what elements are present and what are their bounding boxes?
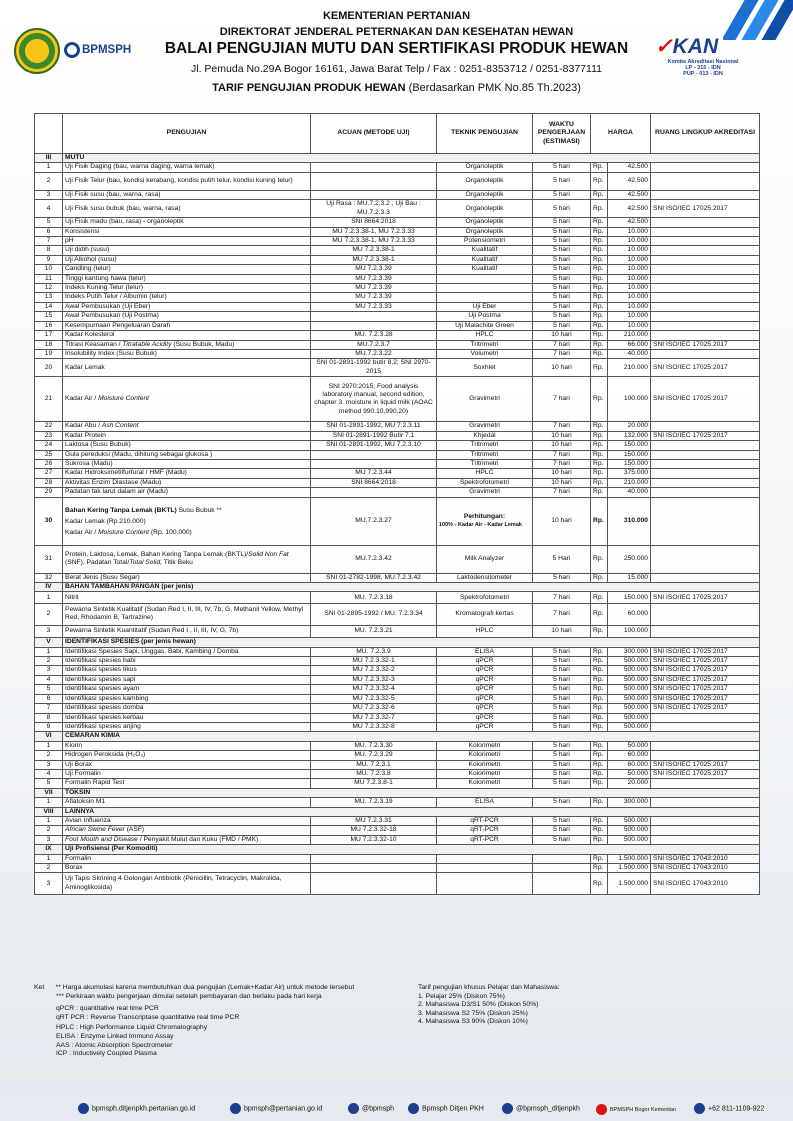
table-row: 12 Indeks Kuning Telur (telur) MU 7.2.3.39 5 hari Rp. 10.000 bbox=[35, 284, 760, 293]
table-row: 3 Foot Mouth and Disease / Penyakit Mulut dan Kuku (FMD / PMK) MU 7.2.3.32-10 qRT-PCR 5 hari Rp. 500.000 bbox=[35, 835, 760, 844]
table-row: 9 Identifikasi spesies anjing MU 7.2.3.32-8 qPCR 5 hari Rp. 500.000 bbox=[35, 722, 760, 731]
footer-email[interactable]: bpmsph@pertanian.go.id bbox=[230, 1103, 322, 1114]
ministry-name: KEMENTERIAN PERTANIAN bbox=[322, 10, 471, 22]
table-row: 2 Pewarna Sintetik Kualitatif (Sudan Red I, II, III, IV, 7b, G, Methanil Yellow, Methyl Red, Rhodamin B, Tartrazine) SNI 01-2895-1992 / MU. 7.2.3.34 Kromatografi kertas 7 hari Rp. 60.000 bbox=[35, 604, 760, 626]
col-pengujian: PENGUJIAN bbox=[63, 114, 311, 154]
table-row: 14 Awal Pembusukan (Uji Eber) MU 7.2.3.33 Uji Eber 5 hari Rp. 10.000 bbox=[35, 302, 760, 311]
table-row: 4 Uji Formalin MU. 7.2.3.8 Kolorimetri 5 hari Rp. 50.000 SNI ISO/IEC 17025:2017 bbox=[35, 769, 760, 778]
table-row: 24 Laktosa (Susu Bubuk) SNI 01-2891-1992, MU 7.2.3.10 Tritrimetri 10 hari Rp. 150.000 bbox=[35, 441, 760, 450]
footer-twitter[interactable]: @bpmsph bbox=[348, 1103, 394, 1114]
document-page: BPMSPH KEMENTERIAN PERTANIAN DIREKTORAT JENDERAL PETERNAKAN DAN KESEHATAN HEWAN BALAI PENGUJIAN MUTU DAN SERTIFIKASI PRODUK HEWAN Jl. Pemuda No.29A Bogor 16161, Jawa Barat Telp / Fax : 0251-8353712 / 0251-8377111 TARIF PENGUJIAN PRODUK HEWAN (Berdasarkan PMK No.85 Th.2023) ✓KAN Komite Akreditasi Nasional LP - 315 - IDN PUP - 013 - IDN PENGUJIAN ACUAN (METODE UJI) TEKNIK PENGUJIAN WAKTU PENGERJAAN (ESTIMASI) HARGA RUANG LINGKUP AKREDITASI III MUTU 1 Uji Fisik Daging (bau, warna daging, warna lemak) Organoleptik 5 hari Rp. 42.500 2 Uji Fisik Telur (bau, kondisi kerabang, kondisi putih telur, kondisi kuning telur) Organoleptik 5 hari Rp. 42.500 3 Uji Fisik susu (bau, warna, rasa) Organoleptik 5 hari Rp. 42.500 4 Uji Fisik susu bubuk (bau, warna, rasa) Uji Rasa : MU.7.2.3.2 ; Uji Bau : MU.7.2.3.3 Organoleptik 5 hari Rp. 42.500 SNI ISO/IEC 17025:2017 5 Uji Fisik madu (bau, rasa) - organoleptik SNI 8664:2018 Organoleptik 5 hari Rp. 42.500 6 Konsistensi MU 7.2.3.38-1, MU 7.2.3.33 Organoleptik 5 hari Rp. 10.000 7 pH MU 7.2.3.38-1, MU 7.2.3.33 Potensiometri 5 hari Rp. 10.000 8 Uji didih (susu) MU 7.2.3.38-1 Kualitatif 5 hari Rp. 10.000 9 Uji Alkohol (susu) MU 7.2.3.38-1 Kualitatif 5 hari Rp. 10.000 10 Candling (telur) MU 7.2.3.39 Kualitatif 5 hari Rp. 10.000 11 Tinggi kantung hawa (telur) MU 7.2.3.39 5 hari Rp. 10.000 12 Indeks Kuning Telur (telur) MU 7.2.3.39 5 hari Rp. 10.000 13 Indeks Putih Telur / Albumin (telur) MU 7.2.3.39 5 hari Rp. 10.000 14 Awal Pembusukan (Uji Eber) MU 7.2.3.33 Uji Eber 5 hari Rp. 10.000 15 Awal Pembusukan (Uji Postma) Uji Postma 5 hari Rp. 10.000 16 Kesempurnaan Pengeluaran Darah Uji Malachite Green 5 hari Rp. 10.000 17 Kadar Kolesterol MU. 7.2.3.28 HPLC 10 hari Rp. 210.000 18 Titrasi Keasaman / Titratable Acidity (Susu Bubuk, Madu) MU.7.2.3.7 Tritrimetri 7 hari Rp. 66.000 SNI ISO/IEC 17025:2017 19 Insolubility Index (Susu Bubuk) MU.7.2.3.22 Volumetri 7 hari Rp. 40.000 20 Kadar Lemak SNI 01-2891-1992 butir 8.2; SNI 2970-2015 Soxhlet 10 hari Rp. 210.000 SNI ISO/IEC 17025:2017 21 Kadar Air / Moisture Content SNI 2970:2015; Food analysis laboratory manual, second edition, chapter 3. moisture in liquid milk (AOAC method 990.10,990.20) Gravimetri 7 hari Rp. 100.000 SNI ISO/IEC 17025:2017 22 Kadar Abu / Ash Content SNI 01-2891-1992, MU 7.2.3.11 Gravimetri 7 hari Rp. 20.000 23 Kadar Protein SNI 01-2891-1992 Butir 7.1 Khjedal 10 hari Rp. 132.000 SNI ISO/IEC 17025:2017 24 Laktosa (Susu Bubuk) SNI 01-2891-1992, MU 7.2.3.10 Tritrimetri 10 hari Rp. 150.000 25 Gula pereduksi (Madu, dihitung sebagai glukosa ) Tritrimetri 7 hari Rp. 150.000 26 Sukrosa (Madu) Tritrimetri 7 hari Rp. 150.000 27 Kadar Hidroksimetilfurfural / HMF (Madu) MU 7.2.3.44 HPLC 10 hari Rp. 375.000 28 Aktivitas Enzim Diastase (Madu) SNI 8664:2018 Spektrofotometri 10 hari Rp. 210.000 29 Padatan tak larut dalam air (Madu) Gravimetri 7 hari Rp. 40.000 30 Bahan Kering Tanpa Lemak (BKTL) Susu Bubuk ** Kadar Lemak (Rp.210.000) Kadar Air / Moisture Content (Rp. 100.000) MU.7.2.3.27 Perhitungan: 100% - Kadar Air - Kadar Lemak 10 hari Rp. 310.000 31 Protein, Laktosa, Lemak, Bahan Kering Tanpa Lemak (BKTL)/Solid Non Fat (SNF), Padatan Total/Total Solid, Titik Beku MU.7.2.3.42 Milk Analyzer 5 Hari Rp. 250.000 32 Berat Jenis (Susu Segar) SNI 01-2782-1998, MU.7.2.3.42 Laktodensitometer 5 hari Rp. 15.000 IV BAHAN TAMBAHAN PANGAN (per jenis) 1 Nitrit MU. 7.2.3.18 Spektrofotometri 7 hari Rp. 150.000 SNI ISO/IEC 17025:2017 2 Pewarna Sintetik Kualitatif (Sudan Red I, II, III, IV, 7b, G, Methanil Yellow, Methyl Red, Rhodamin B, Tartrazine) SNI 01-2895-1992 / MU. 7.2.3.34 Kromatografi kertas 7 hari Rp. 60.000 3 Pewarna Sintetik Kuantitatif (Sudan Red I , II, III, IV, G, 7b) MU. 7.2.3.21 HPLC 10 hari Rp. 100.000 V IDENTIFIKASI SPESIES (per jenis hewan) 1 Identifikasi Spesies Sapi, Unggas, Babi, Kambing / Domba MU. 7.2.3.9 ELISA 5 hari Rp. 300.000 SNI ISO/IEC 17025:2017 2 Identifikasi spesies babi MU 7.2.3.32-1 qPCR 5 hari Rp. 500.000 SNI ISO/IEC 17025:2017 3 Identifikasi spesies tikus MU 7.2.3.32-2 qPCR 5 hari Rp. 500.000 SNI ISO/IEC 17025:2017 4 Identifikasi spesies sapi MU 7.2.3.32-3 qPCR 5 hari Rp. 500.000 SNI ISO/IEC 17025:2017 5 Identifikasi spesies ayam MU 7.2.3.32-4 qPCR 5 hari Rp. 500.000 SNI ISO/IEC 17025:2017 6 Identifikasi spesies kambing MU 7.2.3.32-5 qPCR 5 hari Rp. 500.000 SNI ISO/IEC 17025:2017 7 Identifikasi spesies domba MU 7.2.3.32-6 qPCR 5 hari Rp. 500.000 SNI ISO/IEC 17025:2017 8 Identifikasi spesies kerbau MU 7.2.3.32-7 qPCR 5 hari Rp. 500.000 9 Identifikasi spesies anjing MU 7.2.3.32-8 qPCR 5 hari Rp. 500.000 VI CEMARAN KIMIA 1 Klorin MU. 7.2.3.30 Kolorimetri 5 hari Rp. 50.000 2 Hidrogen Peroksida (H₂O₂) MU. 7.2.3.29 Kolorimetri 5 hari Rp. 60.000 3 Uji Borax MU. 7.2.3.1 Kolorimetri 5 hari Rp. 60.000 SNI ISO/IEC 17025:2017 4 Uji Formalin MU. 7.2.3.8 Kolorimetri 5 hari Rp. 50.000 SNI ISO/IEC 17025:2017 5 Formalin Rapid Test MU 7.2.3.8-1 Kolorimetri 5 hari Rp. 20.000 VII TOKSIN 1 Aflatoksin M1 MU. 7.2.3.19 ELISA 5 hari Rp. 300.000 VIII LAINNYA 1 Avian Influenza MU 7.2.3.31 qRT-PCR 5 hari Rp. 500.000 2 African Swine Fever (ASF) MU 7.2.3.32-18 qRT-PCR 5 hari Rp. 500.000 3 Foot Mouth and Disease / Penyakit Mulut dan Kuku (FMD / PMK) MU 7.2.3.32-10 qRT-PCR 5 hari Rp. 500.000 IX Uji Profisiensi (Per Komoditi) 1 Formalin Rp. 1.500.000 SNI ISO/IEC 17043:2010 2 Borax Rp. 1.500.000 SNI ISO/IEC 17043:2010 3 Uji Tapis Skrining 4 Golongan Antibiotik (Penicillin, Tetracyclin, Makrolida, Aminoglikosida) Rp. 1.500.000 SNI ISO/IEC 17043:2010 Ket ** Harga akumulasi karena membutuhkan dua pengujian (Lemak+Kadar Air) untuk metode tersebut *** Perkiraan waktu pengerjaan dimulai setelah pembayaran dan berlaku pada hari kerja qPCR : quantitative real time PCR qRT PCR : Reverse Transcriptase quantitative real time PCR HPLC : High Performance Liquid Chromatography ELISA : Enzyme Linked Immuno Assay AAS : Atomic Absorption Spectrometer ICP : Inductively Coupled Plasma Tarif pengujian khusus Pelajar dan Mahasiswa: 1. Pelajar 25% (Diskon 75%) 2. Mahasiswa D3/S1 50% (Diskon 50%) 3. Mahasiswa S2 75% (Diskon 25%) 4. Mahasiswa S3 90% (Diskon 10%) bpmsph.ditjenpkh.pertanian.go.id bpmsph@pertanian.go.id @bpmsph Bpmsph Ditjen PKH @bpmsph_ditjenpkh BPMSPH Bogor Kementan +62 811-1109-922 bbox=[0, 0, 793, 1121]
section-row: III MUTU bbox=[35, 154, 760, 163]
section-row: VI CEMARAN KIMIA bbox=[35, 732, 760, 741]
youtube-icon bbox=[596, 1104, 607, 1115]
table-row: 26 Sukrosa (Madu) Tritrimetri 7 hari Rp. 150.000 bbox=[35, 459, 760, 468]
table-row: 6 Konsistensi MU 7.2.3.38-1, MU 7.2.3.33 Organoleptik 5 hari Rp. 10.000 bbox=[35, 227, 760, 236]
table-row: 1 Identifikasi Spesies Sapi, Unggas, Babi, Kambing / Domba MU. 7.2.3.9 ELISA 5 hari Rp. 300.000 SNI ISO/IEC 17025:2017 bbox=[35, 647, 760, 656]
table-row: 1 Formalin Rp. 1.500.000 SNI ISO/IEC 17043:2010 bbox=[35, 854, 760, 863]
table-row: 5 Identifikasi spesies ayam MU 7.2.3.32-4 qPCR 5 hari Rp. 500.000 SNI ISO/IEC 17025:2017 bbox=[35, 685, 760, 694]
table-row: 3 Pewarna Sintetik Kuantitatif (Sudan Red I , II, III, IV, G, 7b) MU. 7.2.3.21 HPLC 10 hari Rp. 100.000 bbox=[35, 625, 760, 638]
table-row: 3 Identifikasi spesies tikus MU 7.2.3.32-2 qPCR 5 hari Rp. 500.000 SNI ISO/IEC 17025:2017 bbox=[35, 666, 760, 675]
kan-logo: ✓KAN Komite Akreditasi Nasional LP - 315 - IDN PUP - 013 - IDN bbox=[655, 35, 739, 77]
table-row: 5 Formalin Rapid Test MU 7.2.3.8-1 Kolorimetri 5 hari Rp. 20.000 bbox=[35, 779, 760, 788]
table-row: 31 Protein, Laktosa, Lemak, Bahan Kering Tanpa Lemak (BKTL)/Solid Non Fat (SNF), Padatan Total/Total Solid, Titik Beku MU.7.2.3.42 Milk Analyzer 5 Hari Rp. 250.000 bbox=[35, 545, 760, 573]
table-row: 1 Nitrit MU. 7.2.3.18 Spektrofotometri 7 hari Rp. 150.000 SNI ISO/IEC 17025:2017 bbox=[35, 592, 760, 604]
table-row: 30 Bahan Kering Tanpa Lemak (BKTL) Susu Bubuk ** Kadar Lemak (Rp.210.000) Kadar Air / Moisture Content (Rp. 100.000) MU.7.2.3.27 Perhitungan: 100% - Kadar Air - Kadar Lemak 10 hari Rp. 310.000 bbox=[35, 497, 760, 545]
instagram-icon bbox=[502, 1103, 513, 1114]
section-row: VII TOKSIN bbox=[35, 788, 760, 797]
table-header bbox=[35, 114, 760, 154]
table-row: 8 Uji didih (susu) MU 7.2.3.38-1 Kualitatif 5 hari Rp. 10.000 bbox=[35, 246, 760, 255]
bpmsph-logo: BPMSPH bbox=[64, 42, 131, 58]
table-row: 16 Kesempurnaan Pengeluaran Darah Uji Malachite Green 5 hari Rp. 10.000 bbox=[35, 321, 760, 330]
footer-youtube[interactable]: BPMSPH Bogor Kementan bbox=[596, 1104, 676, 1115]
table-row: 27 Kadar Hidroksimetilfurfural / HMF (Madu) MU 7.2.3.44 HPLC 10 hari Rp. 375.000 bbox=[35, 469, 760, 478]
col-harga: HARGA bbox=[591, 114, 651, 154]
facebook-icon bbox=[408, 1103, 419, 1114]
table-row: 22 Kadar Abu / Ash Content SNI 01-2891-1992, MU 7.2.3.11 Gravimetri 7 hari Rp. 20.000 bbox=[35, 422, 760, 431]
table-row: 4 Uji Fisik susu bubuk (bau, warna, rasa) Uji Rasa : MU.7.2.3.2 ; Uji Bau : MU.7.2.3.3 Organoleptik 5 hari Rp. 42.500 SNI ISO/IEC 17025:2017 bbox=[35, 200, 760, 218]
col-acuan: ACUAN (METODE UJI) bbox=[311, 114, 437, 154]
footer-instagram[interactable]: @bpmsph_ditjenpkh bbox=[502, 1103, 580, 1114]
letterhead bbox=[0, 6, 793, 106]
footer-website[interactable]: bpmsph.ditjenpkh.pertanian.go.id bbox=[78, 1103, 195, 1114]
col-waktu: WAKTU PENGERJAAN (ESTIMASI) bbox=[533, 114, 591, 154]
table-row: 2 Hidrogen Peroksida (H₂O₂) MU. 7.2.3.29 Kolorimetri 5 hari Rp. 60.000 bbox=[35, 751, 760, 760]
tariff-table bbox=[34, 113, 760, 895]
globe-icon bbox=[78, 1103, 89, 1114]
table-row: 1 Uji Fisik Daging (bau, warna daging, warna lemak) Organoleptik 5 hari Rp. 42.500 bbox=[35, 163, 760, 172]
footer-phone[interactable]: +62 811-1109-922 bbox=[694, 1103, 764, 1114]
section-row: IV BAHAN TAMBAHAN PANGAN (per jenis) bbox=[35, 582, 760, 591]
twitter-icon bbox=[348, 1103, 359, 1114]
table-row: 5 Uji Fisik madu (bau, rasa) - organoleptik SNI 8664:2018 Organoleptik 5 hari Rp. 42.500 bbox=[35, 218, 760, 227]
footer-facebook[interactable]: Bpmsph Ditjen PKH bbox=[408, 1103, 484, 1114]
document-title: TARIF PENGUJIAN PRODUK HEWAN (Berdasarkan PMK No.85 Th.2023) bbox=[212, 82, 581, 94]
table-row: 1 Avian Influenza MU 7.2.3.31 qRT-PCR 5 hari Rp. 500.000 bbox=[35, 816, 760, 825]
table-row: 2 Borax Rp. 1.500.000 SNI ISO/IEC 17043:2010 bbox=[35, 864, 760, 873]
table-row: 4 Identifikasi spesies sapi MU 7.2.3.32-3 qPCR 5 hari Rp. 500.000 SNI ISO/IEC 17025:2017 bbox=[35, 675, 760, 684]
col-teknik: TEKNIK PENGUJIAN bbox=[437, 114, 533, 154]
kan-check-icon: ✓ bbox=[655, 35, 673, 58]
table-row: 19 Insolubility Index (Susu Bubuk) MU.7.2.3.22 Volumetri 7 hari Rp. 40.000 bbox=[35, 349, 760, 358]
table-row: 21 Kadar Air / Moisture Content SNI 2970:2015; Food analysis laboratory manual, second edition, chapter 3. moisture in liquid milk (AOAC method 990.10,990.20) Gravimetri 7 hari Rp. 100.000 SNI ISO/IEC 17025:2017 bbox=[35, 377, 760, 422]
footer bbox=[0, 1094, 793, 1121]
table-row: 7 pH MU 7.2.3.38-1, MU 7.2.3.33 Potensiometri 5 hari Rp. 10.000 bbox=[35, 237, 760, 246]
table-row: 11 Tinggi kantung hawa (telur) MU 7.2.3.39 5 hari Rp. 10.000 bbox=[35, 274, 760, 283]
address: Jl. Pemuda No.29A Bogor 16161, Jawa Barat Telp / Fax : 0251-8353712 / 0251-8377111 bbox=[191, 63, 602, 75]
table-row: 6 Identifikasi spesies kambing MU 7.2.3.32-5 qPCR 5 hari Rp. 500.000 SNI ISO/IEC 17025:2017 bbox=[35, 694, 760, 703]
table-row: 3 Uji Borax MU. 7.2.3.1 Kolorimetri 5 hari Rp. 60.000 SNI ISO/IEC 17025:2017 bbox=[35, 760, 760, 769]
table-row: 28 Aktivitas Enzim Diastase (Madu) SNI 8664:2018 Spektrofotometri 10 hari Rp. 210.000 bbox=[35, 478, 760, 487]
col-ruang: RUANG LINGKUP AKREDITASI bbox=[651, 114, 760, 154]
table-row: 10 Candling (telur) MU 7.2.3.39 Kualitatif 5 hari Rp. 10.000 bbox=[35, 265, 760, 274]
table-row: 32 Berat Jenis (Susu Segar) SNI 01-2782-1998, MU.7.2.3.42 Laktodensitometer 5 hari Rp. 15.000 bbox=[35, 573, 760, 582]
table-row: 17 Kadar Kolesterol MU. 7.2.3.28 HPLC 10 hari Rp. 210.000 bbox=[35, 331, 760, 340]
table-row: 8 Identifikasi spesies kerbau MU 7.2.3.32-7 qPCR 5 hari Rp. 500.000 bbox=[35, 713, 760, 722]
table-row: 13 Indeks Putih Telur / Albumin (telur) MU 7.2.3.39 5 hari Rp. 10.000 bbox=[35, 293, 760, 302]
table-row: 2 Identifikasi spesies babi MU 7.2.3.32-1 qPCR 5 hari Rp. 500.000 SNI ISO/IEC 17025:2017 bbox=[35, 657, 760, 666]
table-row: 25 Gula pereduksi (Madu, dihitung sebagai glukosa ) Tritrimetri 7 hari Rp. 150.000 bbox=[35, 450, 760, 459]
mail-icon bbox=[230, 1103, 241, 1114]
table-row: 1 Klorin MU. 7.2.3.30 Kolorimetri 5 hari Rp. 50.000 bbox=[35, 741, 760, 750]
section-row: V IDENTIFIKASI SPESIES (per jenis hewan) bbox=[35, 638, 760, 647]
table-row: 2 African Swine Fever (ASF) MU 7.2.3.32-18 qRT-PCR 5 hari Rp. 500.000 bbox=[35, 826, 760, 835]
table-row: 7 Identifikasi spesies domba MU 7.2.3.32-6 qPCR 5 hari Rp. 500.000 SNI ISO/IEC 17025:2017 bbox=[35, 704, 760, 713]
table-row: 29 Padatan tak larut dalam air (Madu) Gravimetri 7 hari Rp. 40.000 bbox=[35, 488, 760, 497]
table-row: 18 Titrasi Keasaman / Titratable Acidity (Susu Bubuk, Madu) MU.7.2.3.7 Tritrimetri 7 hari Rp. 66.000 SNI ISO/IEC 17025:2017 bbox=[35, 340, 760, 349]
section-row: IX Uji Profisiensi (Per Komoditi) bbox=[35, 845, 760, 854]
table-row: 9 Uji Alkohol (susu) MU 7.2.3.38-1 Kualitatif 5 hari Rp. 10.000 bbox=[35, 255, 760, 264]
section-row: VIII LAINNYA bbox=[35, 807, 760, 816]
whatsapp-icon bbox=[694, 1103, 705, 1114]
table-row: 20 Kadar Lemak SNI 01-2891-1992 butir 8.2; SNI 2970-2015 Soxhlet 10 hari Rp. 210.000 SNI ISO/IEC 17025:2017 bbox=[35, 359, 760, 377]
directorate-name: DIREKTORAT JENDERAL PETERNAKAN DAN KESEHATAN HEWAN bbox=[219, 26, 574, 38]
table-row: 3 Uji Fisik susu (bau, warna, rasa) Organoleptik 5 hari Rp. 42.500 bbox=[35, 190, 760, 199]
table-row: 15 Awal Pembusukan (Uji Postma) Uji Postma 5 hari Rp. 10.000 bbox=[35, 312, 760, 321]
table-row: 2 Uji Fisik Telur (bau, kondisi kerabang, kondisi putih telur, kondisi kuning telur) Organoleptik 5 hari Rp. 42.500 bbox=[35, 172, 760, 190]
table-row: 23 Kadar Protein SNI 01-2891-1992 Butir 7.1 Khjedal 10 hari Rp. 132.000 SNI ISO/IEC 17025:2017 bbox=[35, 431, 760, 440]
institution-name: BALAI PENGUJIAN MUTU DAN SERTIFIKASI PRODUK HEWAN bbox=[164, 40, 629, 57]
table-row: 1 Aflatoksin M1 MU. 7.2.3.19 ELISA 5 hari Rp. 300.000 bbox=[35, 798, 760, 807]
table-row: 3 Uji Tapis Skrining 4 Golongan Antibiotik (Penicillin, Tetracyclin, Makrolida, Aminoglikosida) Rp. 1.500.000 SNI ISO/IEC 17043:2010 bbox=[35, 873, 760, 895]
